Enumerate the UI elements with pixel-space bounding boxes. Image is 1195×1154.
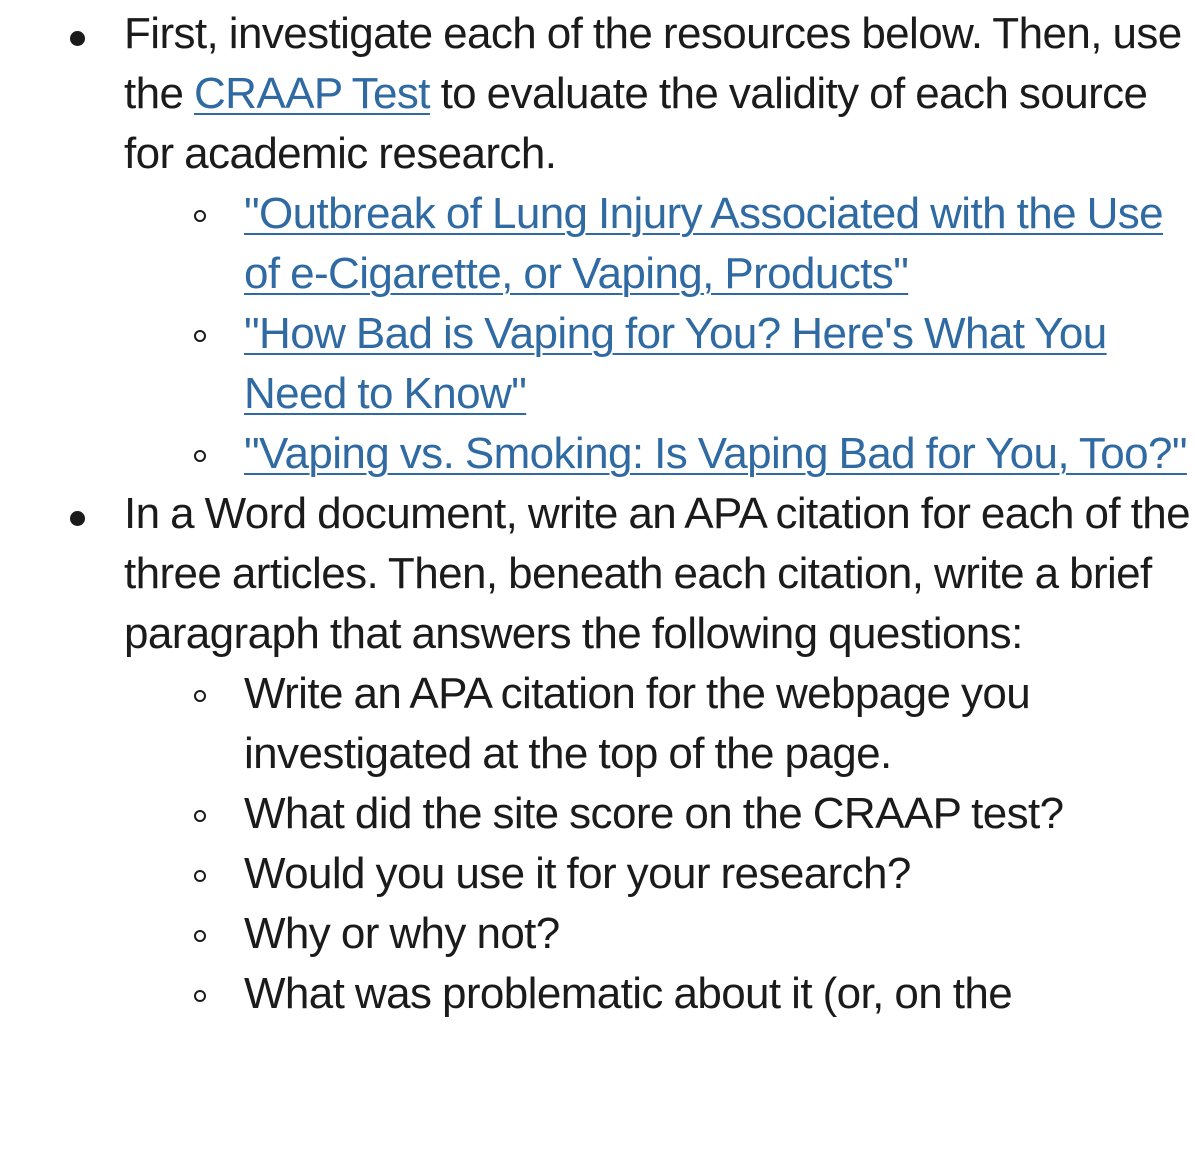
bullet-circle-icon bbox=[194, 450, 206, 462]
bullet-circle-icon bbox=[194, 870, 206, 882]
question-text: Why or why not? bbox=[244, 909, 560, 958]
resource-item bbox=[244, 184, 1195, 304]
resource-item bbox=[244, 424, 1195, 484]
bullet-circle-icon bbox=[194, 990, 206, 1002]
question-item bbox=[244, 844, 1195, 904]
instruction-item-investigate bbox=[124, 4, 1195, 484]
bullet-circle-icon bbox=[194, 210, 206, 222]
resource-list bbox=[124, 184, 1195, 484]
question-text: Write an APA citation for the webpage you investigated at the top of the page. bbox=[244, 669, 1031, 778]
bullet-disc-icon bbox=[70, 511, 85, 526]
question-list bbox=[124, 664, 1195, 1024]
instruction-text-after: to evaluate the validity of each source for academic research. bbox=[124, 69, 1148, 178]
bullet-circle-icon bbox=[194, 330, 206, 342]
bullet-circle-icon bbox=[194, 690, 206, 702]
instructions-content bbox=[0, 4, 1195, 1024]
resource-item bbox=[244, 304, 1195, 424]
question-item bbox=[244, 964, 1195, 1024]
bullet-circle-icon bbox=[194, 810, 206, 822]
instruction-list bbox=[0, 4, 1195, 1024]
bullet-disc-icon bbox=[70, 31, 85, 46]
resource-link-how-bad[interactable]: "How Bad is Vaping for You? Here's What You Need to Know" bbox=[244, 309, 1107, 418]
question-item bbox=[244, 784, 1195, 844]
instruction-text-before: First, investigate each of the resources below. Then, use the bbox=[124, 9, 1182, 118]
question-item bbox=[244, 904, 1195, 964]
question-text: What did the site score on the CRAAP test? bbox=[244, 789, 1064, 838]
question-item bbox=[244, 664, 1195, 784]
bullet-circle-icon bbox=[194, 930, 206, 942]
instruction-text: In a Word document, write an APA citation for each of the three articles. Then, beneath each citation, write a brief paragraph that answers the following questions: bbox=[124, 489, 1191, 658]
question-text: Would you use it for your research? bbox=[244, 849, 911, 898]
craap-test-link[interactable]: CRAAP Test bbox=[194, 69, 430, 118]
resource-link-vaping-vs-smoking[interactable]: "Vaping vs. Smoking: Is Vaping Bad for You, Too?" bbox=[244, 429, 1187, 478]
question-text: What was problematic about it (or, on the bbox=[244, 969, 1013, 1018]
resource-link-outbreak[interactable]: "Outbreak of Lung Injury Associated with the Use of e-Cigarette, or Vaping, Products" bbox=[244, 189, 1164, 298]
instruction-item-write bbox=[124, 484, 1195, 1024]
